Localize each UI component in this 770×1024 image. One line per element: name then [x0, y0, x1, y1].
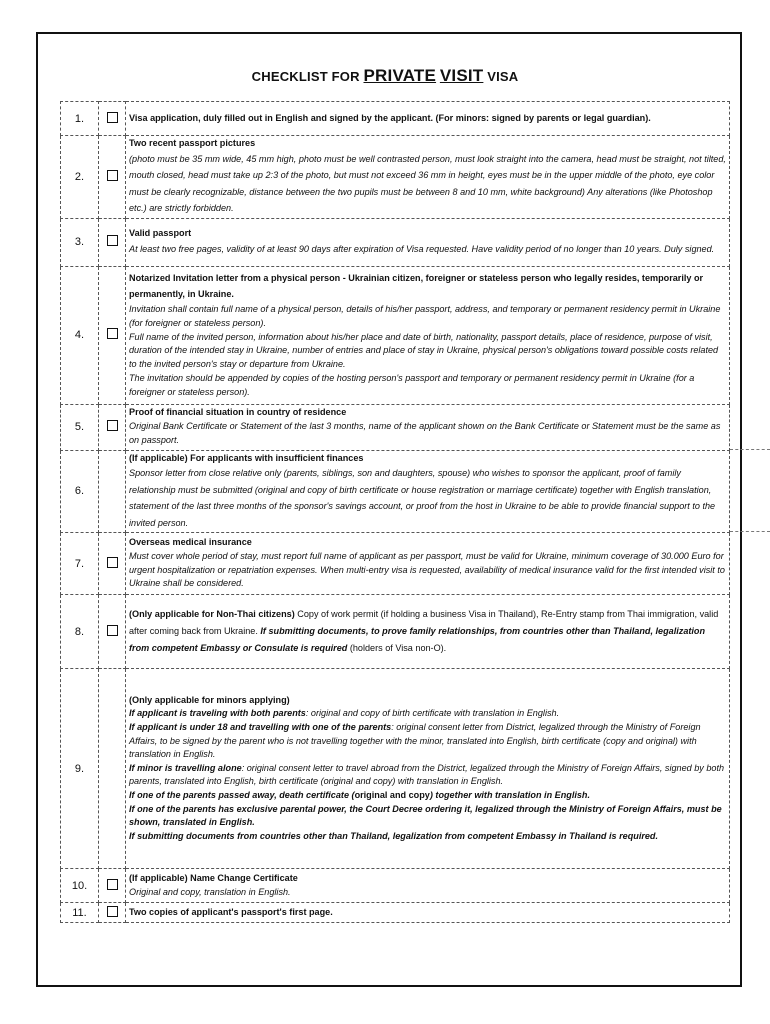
- item-heading: (If applicable) For applicants with insufficient finances: [129, 452, 364, 463]
- item-heading: Two recent passport pictures: [129, 138, 256, 148]
- item-number: 1.: [61, 102, 99, 136]
- checklist-row: [61, 595, 730, 669]
- item-number: 4.: [61, 266, 99, 404]
- item-description: Original and copy, translation in English.: [129, 886, 291, 897]
- page-title: [0, 66, 770, 86]
- title-suffix: VISA: [487, 69, 519, 84]
- item-description: ) together with translation in English.: [429, 789, 591, 800]
- checkbox[interactable]: [107, 235, 118, 246]
- item-description: Must cover whole period of stay, must report full name of applicant as per passport, must be valid for Ukraine, minimum coverage of 30.000 Euro for urgent hospitalization or repatriation expenses. When multi-entry visa is requested, availability of medical insurance valid for the first intended visit to Ukraine shall be considered.: [129, 550, 725, 589]
- item-number: 10.: [61, 869, 99, 903]
- item-description: : original consent letter to travel abroad from the District, legalized through the Ministry of Foreign Affairs, signed by both parents, translated into English, birth certificate (original and copy) with translation in English.: [129, 762, 725, 787]
- item-requirement: If submitting documents, to prove family relationships, from countries other than Thailand, legalization from competent Embassy or Consulate is required: [129, 625, 706, 654]
- item-description: Invitation shall contain full name of a physical person, details of his/her passport, address, and temporary or permanent residency permit in Ukraine (for foreigner or stateless person).: [129, 303, 721, 328]
- item-number: 5.: [61, 404, 99, 450]
- condition-original-copy: original and copy: [354, 789, 430, 800]
- item-description: Copy of work permit (if holding a business Visa in Thailand), Re-Entry stamp from Thai immigration, valid after coming back from Ukraine.: [129, 608, 719, 636]
- item-number: 7.: [61, 533, 99, 595]
- checklist-row: [61, 669, 730, 869]
- item-number: 3.: [61, 218, 99, 266]
- rule-line: [730, 449, 770, 450]
- item-number: 9.: [61, 669, 99, 869]
- checklist-row: [61, 266, 730, 404]
- checkbox[interactable]: [107, 420, 118, 431]
- item-description: At least two free pages, validity of at least 90 days after expiration of Visa requested. Have validity period of no longer than 10 years. Duly signed.: [129, 243, 715, 254]
- item-heading: Notarized Invitation letter from a physical person - Ukrainian citizen, foreigner or stateless person who legally resides, temporarily or permanently, in Ukraine.: [129, 272, 704, 300]
- item-description: Original Bank Certificate or Statement of the last 3 months, name of the applicant shown on the Bank Certificate or Statement must be the same as on passport.: [129, 421, 721, 445]
- checklist-row: [61, 404, 730, 450]
- checklist-row: [61, 869, 730, 903]
- checklist-row: [61, 218, 730, 266]
- item-description: (photo must be 35 mm wide, 45 mm high, photo must be well contrasted person, must look straight into the camera, head must be straight, not tilted, mouth closed, head must take up 2:3 of the photo, but must not exceed 36 mm in height, eyes must be in the upper middle of the photo, eye color must be clearly recognizable, distance between the two pupils must be between 8 and 10 mm, white background) Any alterations (like Photoshop etc.) are strictly forbidden.: [129, 153, 726, 214]
- item-description: The invitation should be appended by copies of the hosting person's passport and temporary or permanent residency permit in Ukraine (for a foreigner or stateless person).: [129, 373, 695, 398]
- checkbox[interactable]: [107, 112, 118, 123]
- item-heading: (If applicable) Name Change Certificate: [129, 872, 298, 883]
- checklist-row: [61, 533, 730, 595]
- checklist-row: [61, 102, 730, 136]
- item-number: 8.: [61, 595, 99, 669]
- item-description: Sponsor letter from close relative only (parents, siblings, son and daughters, spouse) who wishes to sponsor the applicant, proof of family relationship must be submitted (original and copy of birth certificate or house registration or marriage certificate) together with English translation, statement of the last three months of the sponsor's savings account, or proof from the host in Ukraine to be able to provide financial support to the invited person.: [129, 468, 716, 528]
- item-description: Full name of the invited person, information about his/her place and date of birth, nationality, passport details, place of residence, purpose of visit, duration of the intended stay in Ukraine, number of entries and place of stay in Ukraine, physical person's obligations toward possible costs related to the invited person's stay or departure from Ukraine.: [129, 331, 719, 370]
- condition-parent-deceased: If one of the parents passed away, death certificate (: [129, 789, 355, 800]
- item-heading: Two copies of applicant's passport's first page.: [129, 906, 333, 917]
- checkbox[interactable]: [107, 557, 118, 568]
- item-note: (holders of Visa non-O).: [347, 643, 447, 654]
- condition-legalization: If submitting documents from countries other than Thailand, legalization from competent Embassy in Thailand is required.: [129, 830, 659, 841]
- title-word-visit: VISIT: [439, 66, 484, 85]
- item-number: 2.: [61, 136, 99, 219]
- item-heading: Valid passport: [129, 227, 192, 238]
- condition-both-parents: If applicant is traveling with both parents: [129, 708, 306, 719]
- item-heading: (Only applicable for Non-Thai citizens): [129, 608, 295, 619]
- item-heading: Overseas medical insurance: [129, 536, 252, 547]
- rule-line: [730, 531, 770, 532]
- item-number: 11.: [61, 903, 99, 923]
- checklist-row: [61, 136, 730, 219]
- title-prefix: CHECKLIST FOR: [251, 69, 360, 84]
- checkbox[interactable]: [107, 625, 118, 636]
- condition-alone: If minor is travelling alone: [129, 762, 242, 773]
- checklist-row: [61, 903, 730, 923]
- item-description: : original and copy of birth certificate with translation in English.: [305, 708, 560, 719]
- condition-one-parent: If applicant is under 18 and travelling with one of the parents: [129, 721, 392, 732]
- item-heading: Visa application, duly filled out in English and signed by the applicant. (For minors: signed by parents or legal guardian).: [129, 112, 651, 123]
- checklist-table: [60, 101, 730, 923]
- checkbox[interactable]: [107, 879, 118, 890]
- item-description: : original consent letter from District, legalized through the Ministry of Foreign Affairs, to be signed by the parent who is not travelling together with the minor, translated into English, birth certificate (copy and original) with translation in English.: [129, 721, 701, 760]
- item-heading: Proof of financial situation in country of residence: [129, 407, 347, 418]
- checkbox[interactable]: [107, 170, 118, 181]
- item-number: 6.: [61, 450, 99, 533]
- item-heading: (Only applicable for minors applying): [129, 694, 290, 705]
- checkbox[interactable]: [107, 906, 118, 917]
- condition-exclusive-power: If one of the parents has exclusive parental power, the Court Decree ordering it, legalized through the Ministry of Foreign Affairs, must be shown, translated in English.: [129, 803, 722, 828]
- checklist-row: [61, 450, 730, 533]
- title-word-private: PRIVATE: [363, 66, 437, 85]
- checkbox[interactable]: [107, 328, 118, 339]
